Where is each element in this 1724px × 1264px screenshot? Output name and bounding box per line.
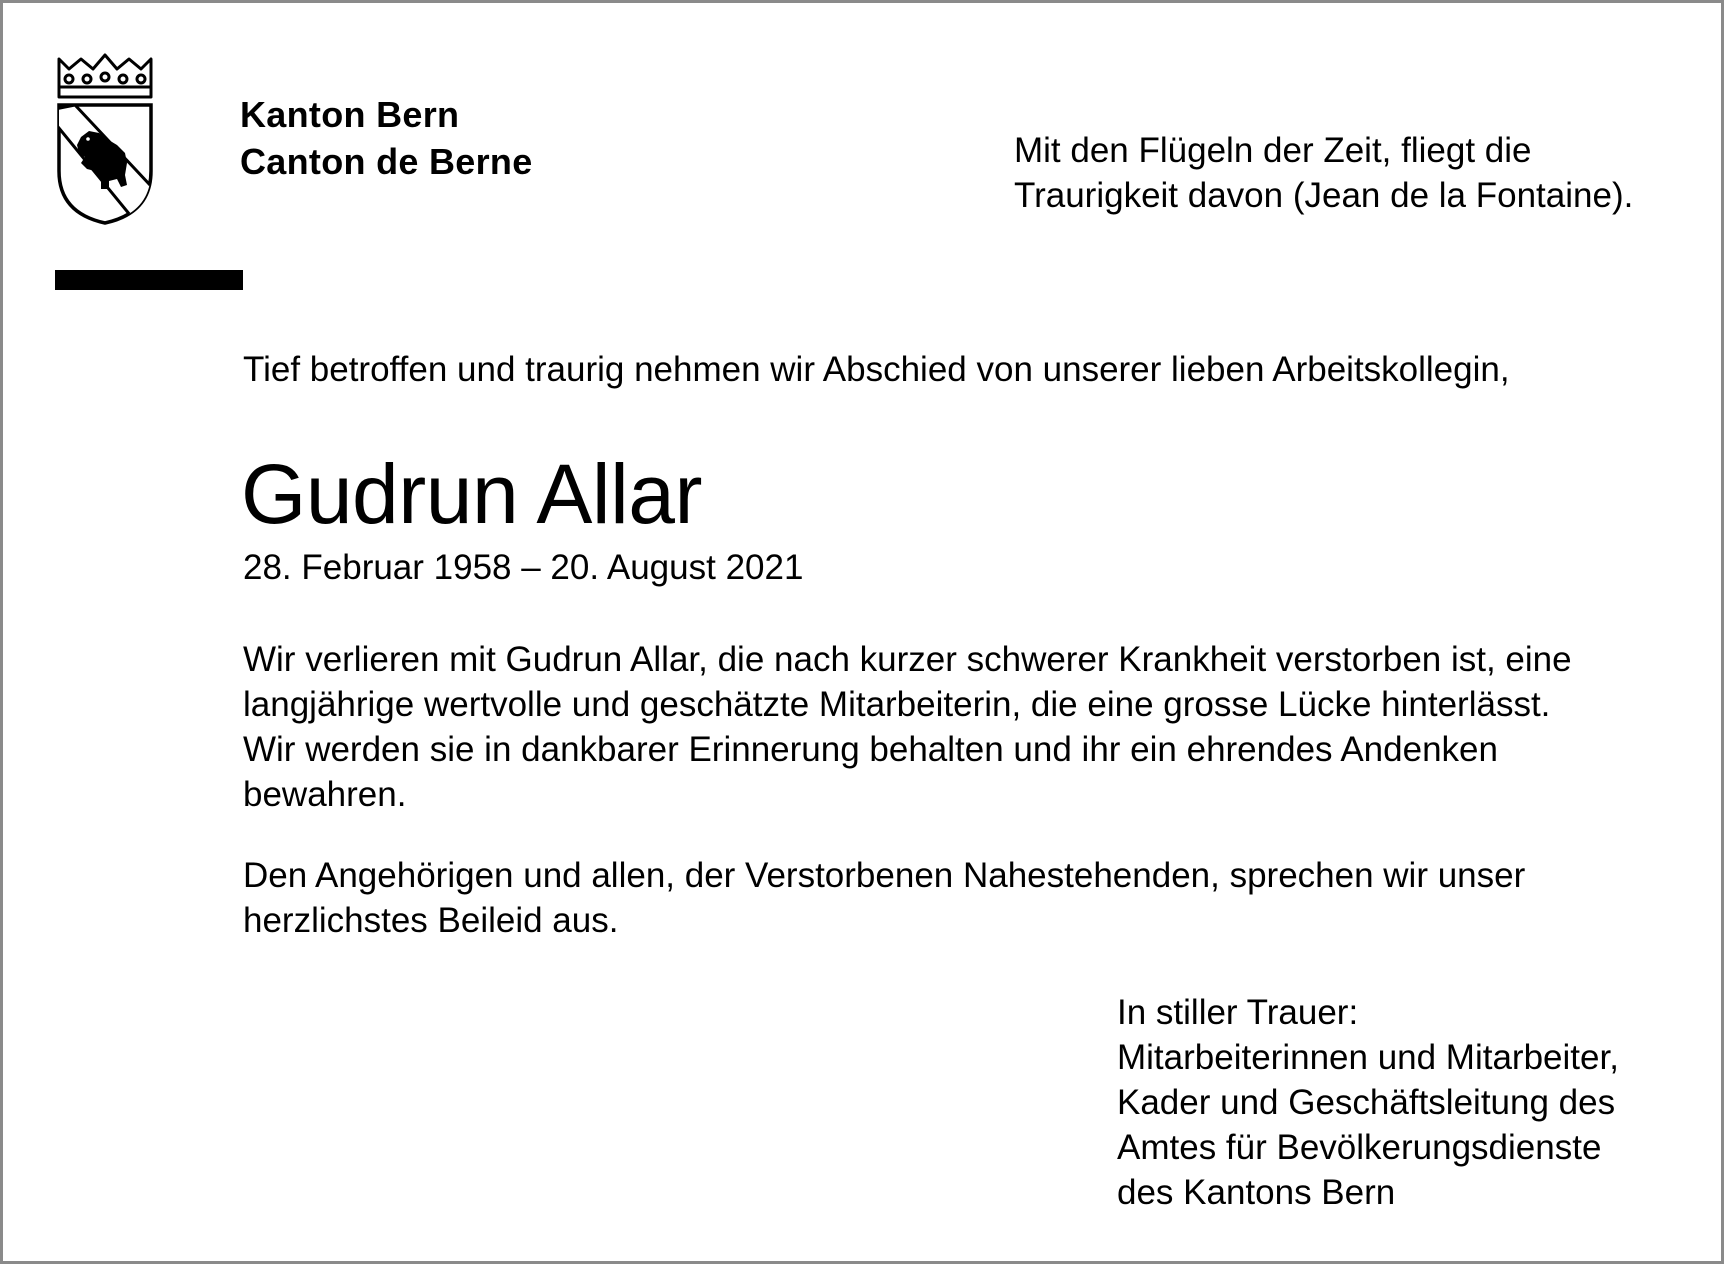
signoff-line: Amtes für Bevölkerungsdienste [1117, 1128, 1602, 1167]
organization-name [240, 91, 533, 185]
life-dates: 28. Februar 1958 – 20. August 2021 [243, 548, 804, 587]
signoff-line: In stiller Trauer: [1117, 993, 1359, 1032]
body-line: bewahren. [243, 775, 407, 814]
condolence-paragraph [243, 853, 1525, 943]
body-line: Wir verlieren mit Gudrun Allar, die nach kurzer schwerer Krankheit verstorben ist, eine [243, 640, 1572, 679]
intro-text: Tief betroffen und traurig nehmen wir Abschied von unserer lieben Arbeitskollegin, [243, 350, 1510, 389]
bern-coat-of-arms-icon [55, 53, 155, 225]
quote-line: Traurigkeit davon (Jean de la Fontaine). [1014, 176, 1634, 215]
deceased-name: Gudrun Allar [241, 447, 702, 541]
organization-name-german: Kanton Bern [240, 94, 460, 135]
quote-line: Mit den Flügeln der Zeit, fliegt die [1014, 131, 1532, 170]
body-line: herzlichstes Beileid aus. [243, 901, 619, 940]
signoff-line: Kader und Geschäftsleitung des [1117, 1083, 1616, 1122]
header-rule-bar [55, 270, 243, 290]
body-line: langjährige wertvolle und geschätzte Mitarbeiterin, die eine grosse Lücke hinterlässt. [243, 685, 1551, 724]
body-line: Den Angehörigen und allen, der Verstorbenen Nahestehenden, sprechen wir unser [243, 856, 1526, 895]
body-paragraph [243, 637, 1572, 817]
signoff-line: des Kantons Bern [1117, 1173, 1396, 1212]
quote [1014, 128, 1633, 218]
organization-name-french: Canton de Berne [240, 141, 533, 182]
body-line: Wir werden sie in dankbarer Erinnerung behalten und ihr ein ehrendes Andenken [243, 730, 1498, 769]
signoff-line: Mitarbeiterinnen und Mitarbeiter, [1117, 1038, 1619, 1077]
signoff [1117, 990, 1619, 1215]
